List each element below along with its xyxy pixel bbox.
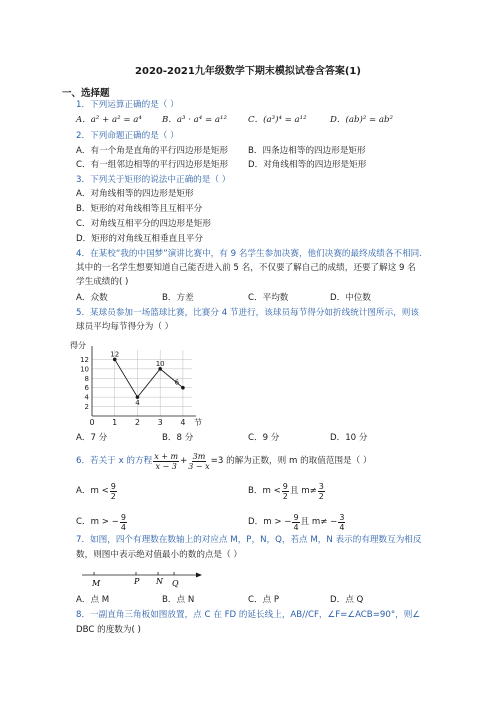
- chart-axes: [92, 346, 196, 416]
- q6-option-a: [76, 482, 118, 501]
- q5-option-c: C．9 分: [248, 433, 280, 443]
- x-tick-label-2: 2: [134, 418, 141, 427]
- q1-option-c: C．(a³)⁴ = a¹²: [248, 115, 307, 125]
- q6-option-d: [248, 513, 346, 532]
- q5-line-2: 球员平均每节得分为（ ）: [76, 322, 174, 332]
- q6-d-mid: 且 m≠ −: [300, 517, 338, 527]
- q6-f1-denominator: x − 3: [155, 462, 177, 471]
- q2-option-b: B．四条边相等的四边形是矩形: [248, 146, 366, 156]
- data-label-1: 12: [110, 350, 120, 359]
- q4-line-3: 学生成绩的( ): [76, 277, 129, 287]
- q6-c-text: C．m > −: [76, 517, 119, 527]
- q6-b-text: B．m <: [248, 486, 281, 496]
- x-axis-title: 节: [194, 418, 202, 427]
- q1-option-d: D．(ab)² = ab²: [330, 115, 393, 125]
- q6-f2-numerator: 3m: [192, 452, 206, 461]
- x-tick-label-0: 0: [89, 418, 95, 427]
- q6-fraction-1: [153, 452, 179, 471]
- score-line-chart: [70, 340, 200, 430]
- y-tick-label-4: 4: [84, 393, 89, 402]
- q6-f1-numerator: x + m: [154, 452, 179, 461]
- q6-c-fraction: [120, 513, 127, 532]
- q6-d-fraction: [292, 513, 299, 532]
- q4-option-b: B．方差: [162, 293, 194, 303]
- data-label-2: 4: [135, 399, 140, 408]
- q6-d-fraction-2: [338, 513, 345, 532]
- q6-d-num: 9: [293, 513, 299, 522]
- q5-line-1: 5．某球员参加一场篮球比赛，比赛分 4 节进行，该球员每节得分如折线统计图所示，则该: [76, 308, 419, 318]
- q7-option-c: C．点 P: [248, 595, 280, 605]
- q6-b-num: 9: [282, 482, 288, 491]
- y-axis-title: 得分: [70, 341, 86, 350]
- data-label-3: 10: [155, 359, 165, 368]
- q7-option-d: D．点 Q: [330, 595, 364, 605]
- q2-stem: 2．下列命题正确的是（ ）: [76, 131, 179, 141]
- data-label-4: 6: [174, 378, 180, 387]
- q6-option-b: [248, 482, 326, 501]
- q5-option-a: A．7 分: [76, 433, 108, 443]
- q3-option-c: C．对角线互相平分的四边形是矩形: [76, 219, 211, 229]
- q6-b-den: 2: [282, 492, 288, 501]
- q6-f2-denominator: 3 − x: [188, 462, 210, 471]
- q7-line-2: 数，则图中表示绝对值最小的数的点是（ ）: [76, 550, 243, 560]
- q6-c-num: 9: [120, 513, 126, 522]
- q6-fraction-2: [188, 452, 209, 471]
- q6-b-mid: 且 m≠: [289, 486, 317, 496]
- q6-b-fraction: [282, 482, 289, 501]
- q7-option-b: B．点 N: [162, 595, 195, 605]
- number-line-arrow-icon: [196, 573, 202, 578]
- q1-option-a: A．a² + a² = a⁴: [76, 115, 142, 125]
- q8-line-2: DBC 的度数为( ): [76, 625, 141, 635]
- q5-option-b: B．8 分: [162, 433, 194, 443]
- q6-b-num2: 3: [318, 482, 324, 491]
- point-p-label: P: [134, 577, 140, 586]
- q4-option-d: D．中位数: [330, 293, 371, 303]
- q2-option-a: A．有一个角是直角的平行四边形是矩形: [76, 146, 228, 156]
- q3-option-a: A．对角线相等的四边形是矩形: [76, 189, 194, 199]
- y-tick-label-10: 10: [80, 365, 89, 374]
- data-point-4: [181, 386, 185, 390]
- y-tick-label-2: 2: [84, 403, 89, 412]
- q6-d-den: 4: [293, 523, 299, 532]
- q4-line-2: 其中的一名学生想要知道自己能否进入前 5 名，不仅要了解自己的成绩，还要了解这 9 名: [76, 263, 416, 273]
- y-tick-label-8: 8: [84, 374, 89, 383]
- q6-d-num2: 3: [339, 513, 345, 522]
- x-tick-label-1: 1: [112, 418, 118, 427]
- q6-plus: +: [180, 456, 188, 466]
- q3-stem: 3．下列关于矩形的说法中正确的是（ ）: [76, 175, 231, 185]
- q6-d-den2: 4: [339, 523, 345, 532]
- q2-option-d: D．对角线相等的四边形是矩形: [248, 160, 367, 170]
- q6-a-den: 2: [110, 492, 116, 501]
- q8-line-1: 8．一副直角三角板如图放置，点 C 在 FD 的延长线上，AB//CF，∠F=∠ACB=90°，则∠: [76, 610, 421, 620]
- point-n-label: N: [156, 577, 163, 586]
- point-q-label: Q: [172, 579, 179, 588]
- q6-c-den: 4: [120, 523, 126, 532]
- q2-option-c: C．有一组邻边相等的平行四边形是矩形: [76, 160, 229, 170]
- q1-option-b: B．a³ · a⁴ = a¹²: [162, 115, 227, 125]
- point-m-label: M: [92, 579, 101, 588]
- q6-stem-pre: 6．若关于 x 的方程: [76, 456, 153, 466]
- q6-a-fraction: [110, 482, 117, 501]
- q6-b-fraction-2: [318, 482, 325, 501]
- x-tick-label-3: 3: [157, 418, 163, 427]
- q6-stem-post: =3 的解为正数，则 m 的取值范围是（ ）: [210, 456, 372, 466]
- q6-a-num: 9: [110, 482, 116, 491]
- q4-option-a: A．众数: [76, 293, 108, 303]
- y-tick-label-12: 12: [80, 355, 89, 364]
- q6-d-text: D．m > −: [248, 517, 292, 527]
- q3-option-b: B．矩形的对角线相等且互相平分: [76, 204, 203, 214]
- q4-line-1: 4．在某校“我的中国梦”演讲比赛中，有 9 名学生参加决赛，他们决赛的最终成绩各不相同.: [76, 249, 423, 259]
- q6-option-c: [76, 513, 128, 532]
- number-line-svg: [78, 568, 208, 592]
- q3-option-d: D．矩形的对角线互相垂直且平分: [76, 234, 203, 244]
- q1-stem: 1．下列运算正确的是（ ）: [76, 100, 179, 110]
- q6-a-text: A．m <: [76, 486, 109, 496]
- q7-option-a: A．点 M: [76, 595, 110, 605]
- q6-stem: [76, 452, 372, 471]
- score-chart-svg: [70, 340, 200, 430]
- x-tick-label-4: 4: [180, 418, 186, 427]
- number-line: [78, 568, 208, 592]
- section-heading: 一、选择题: [62, 88, 110, 99]
- q5-option-d: D．10 分: [330, 433, 368, 443]
- q7-line-1: 7．如图，四个有理数在数轴上的对应点 M，P，N，Q，若点 M，N 表示的有理数互为相反: [76, 535, 422, 545]
- q6-b-den2: 2: [318, 492, 324, 501]
- q4-option-c: C．平均数: [248, 293, 289, 303]
- page-title: 2020-2021九年级数学下期末模拟试卷含答案(1): [135, 66, 361, 77]
- chart-labels: [70, 340, 202, 427]
- y-tick-label-6: 6: [84, 384, 89, 393]
